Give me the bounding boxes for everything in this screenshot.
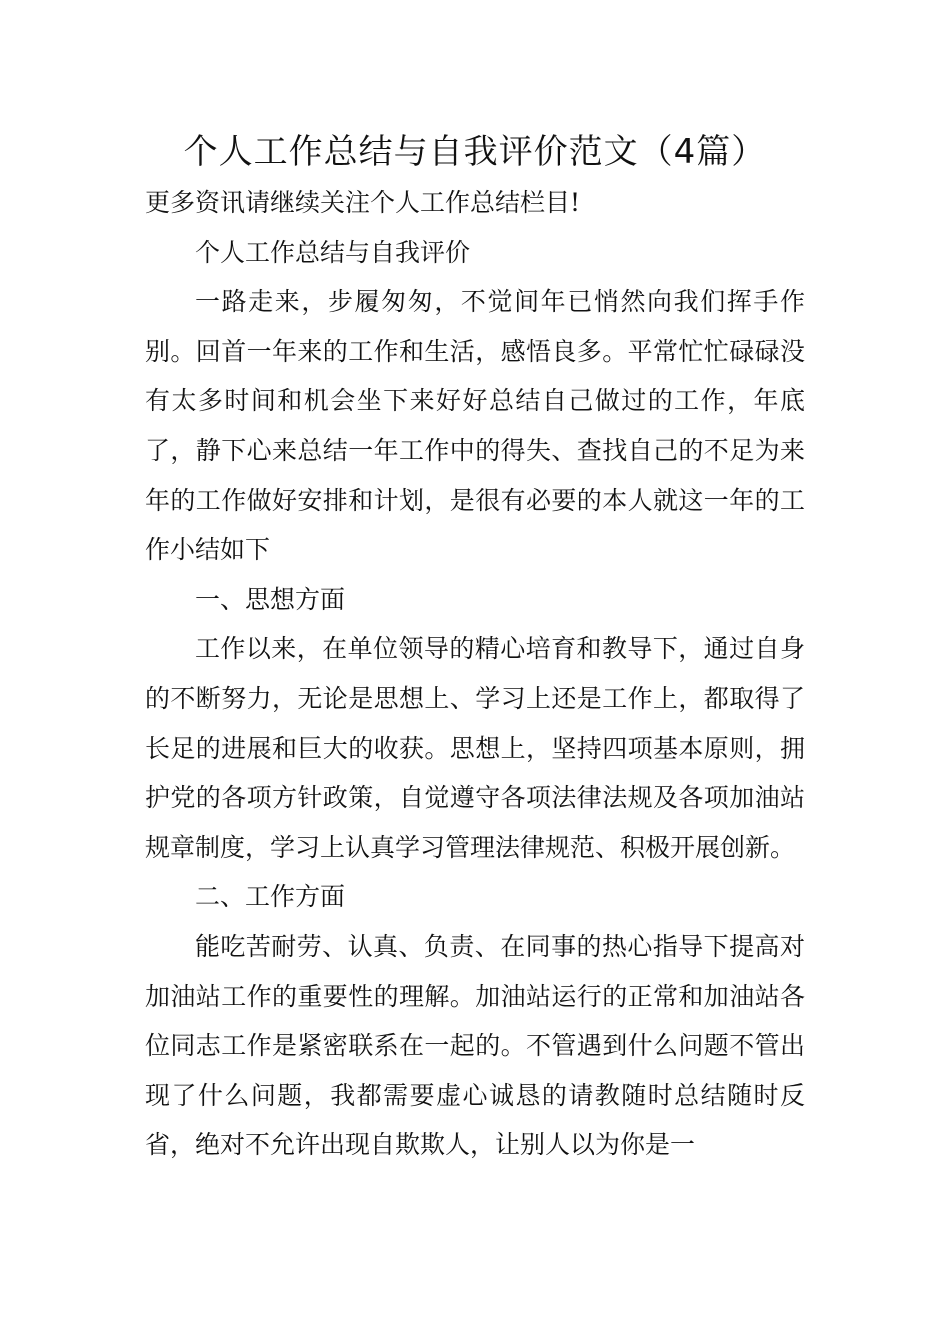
paragraph-opening: 一路走来，步履匆匆，不觉间年已悄然向我们挥手作别。回首一年来的工作和生活，感悟良多。平常忙忙碌碌没有太多时间和机会坐下来好好总结自己做过的工作，年底了，静下心来总结一年工作中的得失、查找自己的不足为来年的工作做好安排和计划，是很有必要的本人就这一年的工作小结如下	[145, 287, 805, 565]
document-body	[145, 178, 805, 1170]
section-heading-thought: 一、思想方面	[195, 584, 346, 614]
subtitle: 个人工作总结与自我评价	[195, 237, 471, 267]
paragraph-work: 能吃苦耐劳、认真、负责、在同事的热心指导下提高对加油站工作的重要性的理解。加油站运行的正常和加油站各位同志工作是紧密联系在一起的。不管遇到什么问题不管出现了什么问题，我都需要虚心诚恳的请教随时总结随时反省，绝对不允许出现自欺欺人，让别人以为你是一	[145, 931, 805, 1160]
paragraph-thought: 工作以来，在单位领导的精心培育和教导下，通过自身的不断努力，无论是思想上、学习上还是工作上，都取得了长足的进展和巨大的收获。思想上，坚持四项基本原则，拥护党的各项方针政策，自觉遵守各项法律法规及各项加油站规章制度，学习上认真学习管理法律规范、积极开展创新。	[145, 634, 805, 862]
document-title: 个人工作总结与自我评价范文（4篇）	[183, 132, 767, 172]
section-heading-work: 二、工作方面	[195, 882, 346, 912]
intro-line: 更多资讯请继续关注个人工作总结栏目!	[145, 188, 581, 217]
